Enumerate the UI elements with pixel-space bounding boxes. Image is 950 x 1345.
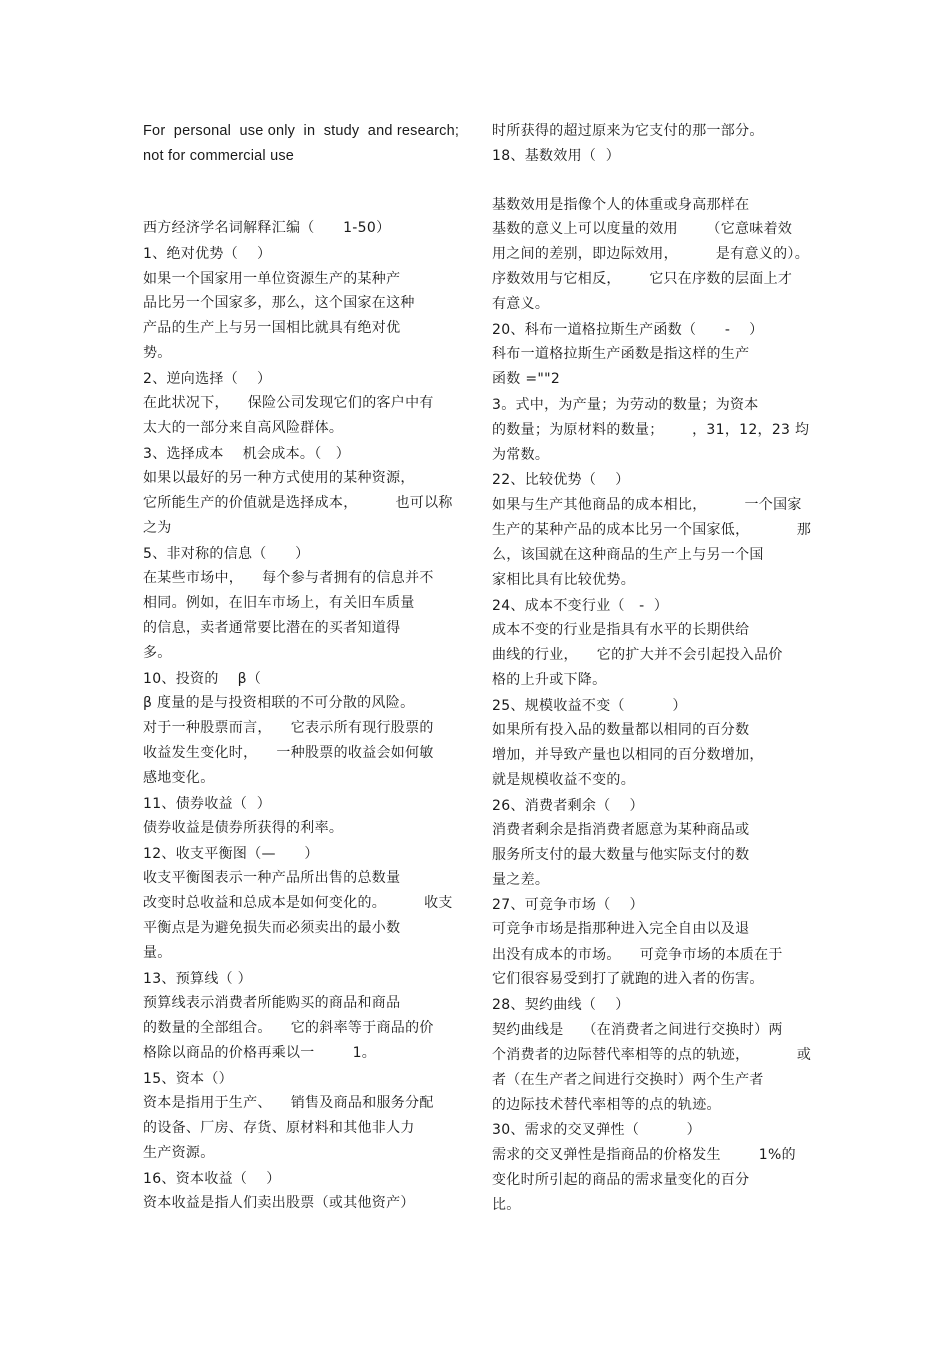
left-term-heading: 5、非对称的信息（ ） [143, 546, 310, 562]
right-term-heading: 26、消费者剩余（ ） [492, 798, 644, 814]
left-body-line: 资本是指用于生产、 销售及商品和服务分配 [143, 1095, 434, 1111]
left-body-line: 预算线表示消费者所能购买的商品和商品 [143, 995, 401, 1011]
left-body-line: 量。 [143, 945, 172, 961]
right-body-line: 成本不变的行业是指具有水平的长期供给 [492, 622, 750, 638]
right-body-line: 么，该国就在这种商品的生产上与另一个国 [492, 547, 764, 563]
left-body-line: 格除以商品的价格再乘以一 1。 [143, 1045, 377, 1061]
left-body-line: 势。 [143, 345, 172, 361]
right-body-line: 格的上升或下降。 [492, 672, 607, 688]
right-body-line: 消费者剩余是指消费者愿意为某种商品或 [492, 822, 750, 838]
right-body-line: 的数量；为原材料的数量； ，31，12，23 均 [492, 422, 810, 438]
left-body-line: 在此状况下， 保险公司发现它们的客户中有 [143, 395, 434, 411]
right-body-line: 有意义。 [492, 296, 550, 312]
left-term-heading: 10、投资的 β（ [143, 671, 262, 687]
left-body-line: 改变时总收益和总成本是如何变化的。 收支 [143, 895, 453, 911]
left-body-line: 如果一个国家用一单位资源生产的某种产 [143, 271, 401, 287]
left-body-line: 平衡点是为避免损失而必须卖出的最小数 [143, 920, 401, 936]
left-body-line: 对于一种股票而言， 它表示所有现行股票的 [143, 720, 434, 736]
left-term-heading: 13、预算线（ ） [143, 971, 252, 987]
right-body-line: 基数效用是指像个人的体重或身高那样在 [492, 197, 750, 213]
right-body-line: 比。 [492, 1197, 521, 1213]
right-body-line: 曲线的行业， 它的扩大并不会引起投入品价 [492, 647, 783, 663]
right-body-line: 需求的交叉弹性是指商品的价格发生 1%的 [492, 1147, 796, 1163]
left-term-heading: 15、资本（） [143, 1071, 233, 1087]
left-term-heading: 12、收支平衡图（— ） [143, 846, 319, 862]
left-body-line: 之为 [143, 520, 172, 536]
right-body-line: 科布一道格拉斯生产函数是指这样的生产 [492, 346, 750, 362]
right-body-line: 量之差。 [492, 872, 550, 888]
right-body-line: 个消费者的边际替代率相等的点的轨迹， 或 [492, 1047, 812, 1063]
left-body-line: 产品的生产上与另一国相比就具有绝对优 [143, 320, 401, 336]
left-body-line: 如果以最好的另一种方式使用的某种资源， [143, 470, 415, 486]
left-term-heading: 16、资本收益（ ） [143, 1171, 281, 1187]
right-body-line: 为常数。 [492, 447, 550, 463]
left-body-line: 生产资源。 [143, 1145, 215, 1161]
right-body-line: 服务所支付的最大数量与他实际支付的数 [492, 847, 750, 863]
right-body-line: 变化时所引起的商品的需求量变化的百分 [492, 1172, 750, 1188]
right-body-line: 它们很容易受到打了就跑的进入者的伤害。 [492, 971, 764, 987]
left-body-line: 品比另一个国家多，那么，这个国家在这种 [143, 295, 415, 311]
right-term-heading: 25、规模收益不变（ ） [492, 698, 687, 714]
right-body-line: 用之间的差别，即边际效用， 是有意义的）。 [492, 246, 809, 262]
right-term-heading: 22、比较优势（ ） [492, 472, 630, 488]
right-body-line: 如果所有投入品的数量都以相同的百分数 [492, 722, 750, 738]
left-body-line: 相同。例如，在旧车市场上，有关旧车质量 [143, 595, 415, 611]
left-body-line: 的设备、厂房、存货、原材料和其他非人力 [143, 1120, 415, 1136]
right-body-line: 者（在生产者之间进行交换时）两个生产者 [492, 1072, 764, 1088]
left-term-heading: 3、选择成本 机会成本。（ ） [143, 446, 351, 462]
right-body-line: 增加，并导致产量也以相同的百分数增加， [492, 747, 764, 763]
right-body-line: 函数 =""2 [492, 371, 561, 387]
right-body-line: 契约曲线是 （在消费者之间进行交换时）两 [492, 1022, 783, 1038]
right-term-heading: 27、可竞争市场（ ） [492, 897, 644, 913]
left-body-line: 收支平衡图表示一种产品所出售的总数量 [143, 870, 401, 886]
right-body-line: 时所获得的超过原来为它支付的那一部分。 [492, 123, 764, 139]
right-body-line: 序数效用与它相反， 它只在序数的层面上才 [492, 271, 793, 287]
right-body-line: 生产的某种产品的成本比另一个国家低， 那 [492, 522, 812, 538]
left-term-heading: 2、逆向选择（ ） [143, 371, 272, 387]
right-body-line: 基数的意义上可以度量的效用 （它意味着效 [492, 221, 793, 237]
right-body-line: 3。式中，为产量；为劳动的数量；为资本 [492, 397, 759, 413]
document-title: 西方经济学名词解释汇编（ 1-50） [143, 220, 391, 236]
right-body-line: 如果与生产其他商品的成本相比， 一个国家 [492, 497, 802, 513]
personal-use-notice: For personal use only in study and research; [143, 123, 460, 139]
left-body-line: 在某些市场中， 每个参与者拥有的信息并不 [143, 570, 434, 586]
left-body-line: 债券收益是债券所获得的利率。 [143, 820, 344, 836]
right-body-line: 可竞争市场是指那种进入完全自由以及退 [492, 921, 750, 937]
personal-use-notice: not for commercial use [143, 148, 295, 164]
left-body-line: 感地变化。 [143, 770, 215, 786]
right-term-heading: 20、科布一道格拉斯生产函数（ - ） [492, 322, 764, 338]
left-term-heading: 1、绝对优势（ ） [143, 246, 272, 262]
right-body-line: 就是规模收益不变的。 [492, 772, 635, 788]
left-body-line: β 度量的是与投资相联的不可分散的风险。 [143, 695, 415, 711]
right-body-line: 的边际技术替代率相等的点的轨迹。 [492, 1097, 721, 1113]
right-term-heading: 18、基数效用（ ） [492, 148, 621, 164]
left-body-line: 的数量的全部组合。 它的斜率等于商品的价 [143, 1020, 434, 1036]
right-term-heading: 24、成本不变行业（ - ） [492, 598, 669, 614]
left-body-line: 多。 [143, 645, 172, 661]
left-body-line: 资本收益是指人们卖出股票（或其他资产） [143, 1195, 415, 1211]
right-body-line: 家相比具有比较优势。 [492, 572, 635, 588]
right-body-line: 出没有成本的市场。 可竞争市场的本质在于 [492, 947, 783, 963]
left-body-line: 它所能生产的价值就是选择成本， 也可以称 [143, 495, 453, 511]
left-body-line: 的信息，卖者通常要比潜在的买者知道得 [143, 620, 401, 636]
right-term-heading: 28、契约曲线（ ） [492, 997, 630, 1013]
left-term-heading: 11、债券收益（ ） [143, 796, 272, 812]
left-body-line: 太大的一部分来自高风险群体。 [143, 420, 344, 436]
right-term-heading: 30、需求的交叉弹性（ ） [492, 1122, 701, 1138]
left-body-line: 收益发生变化时， 一种股票的收益会如何敏 [143, 745, 434, 761]
